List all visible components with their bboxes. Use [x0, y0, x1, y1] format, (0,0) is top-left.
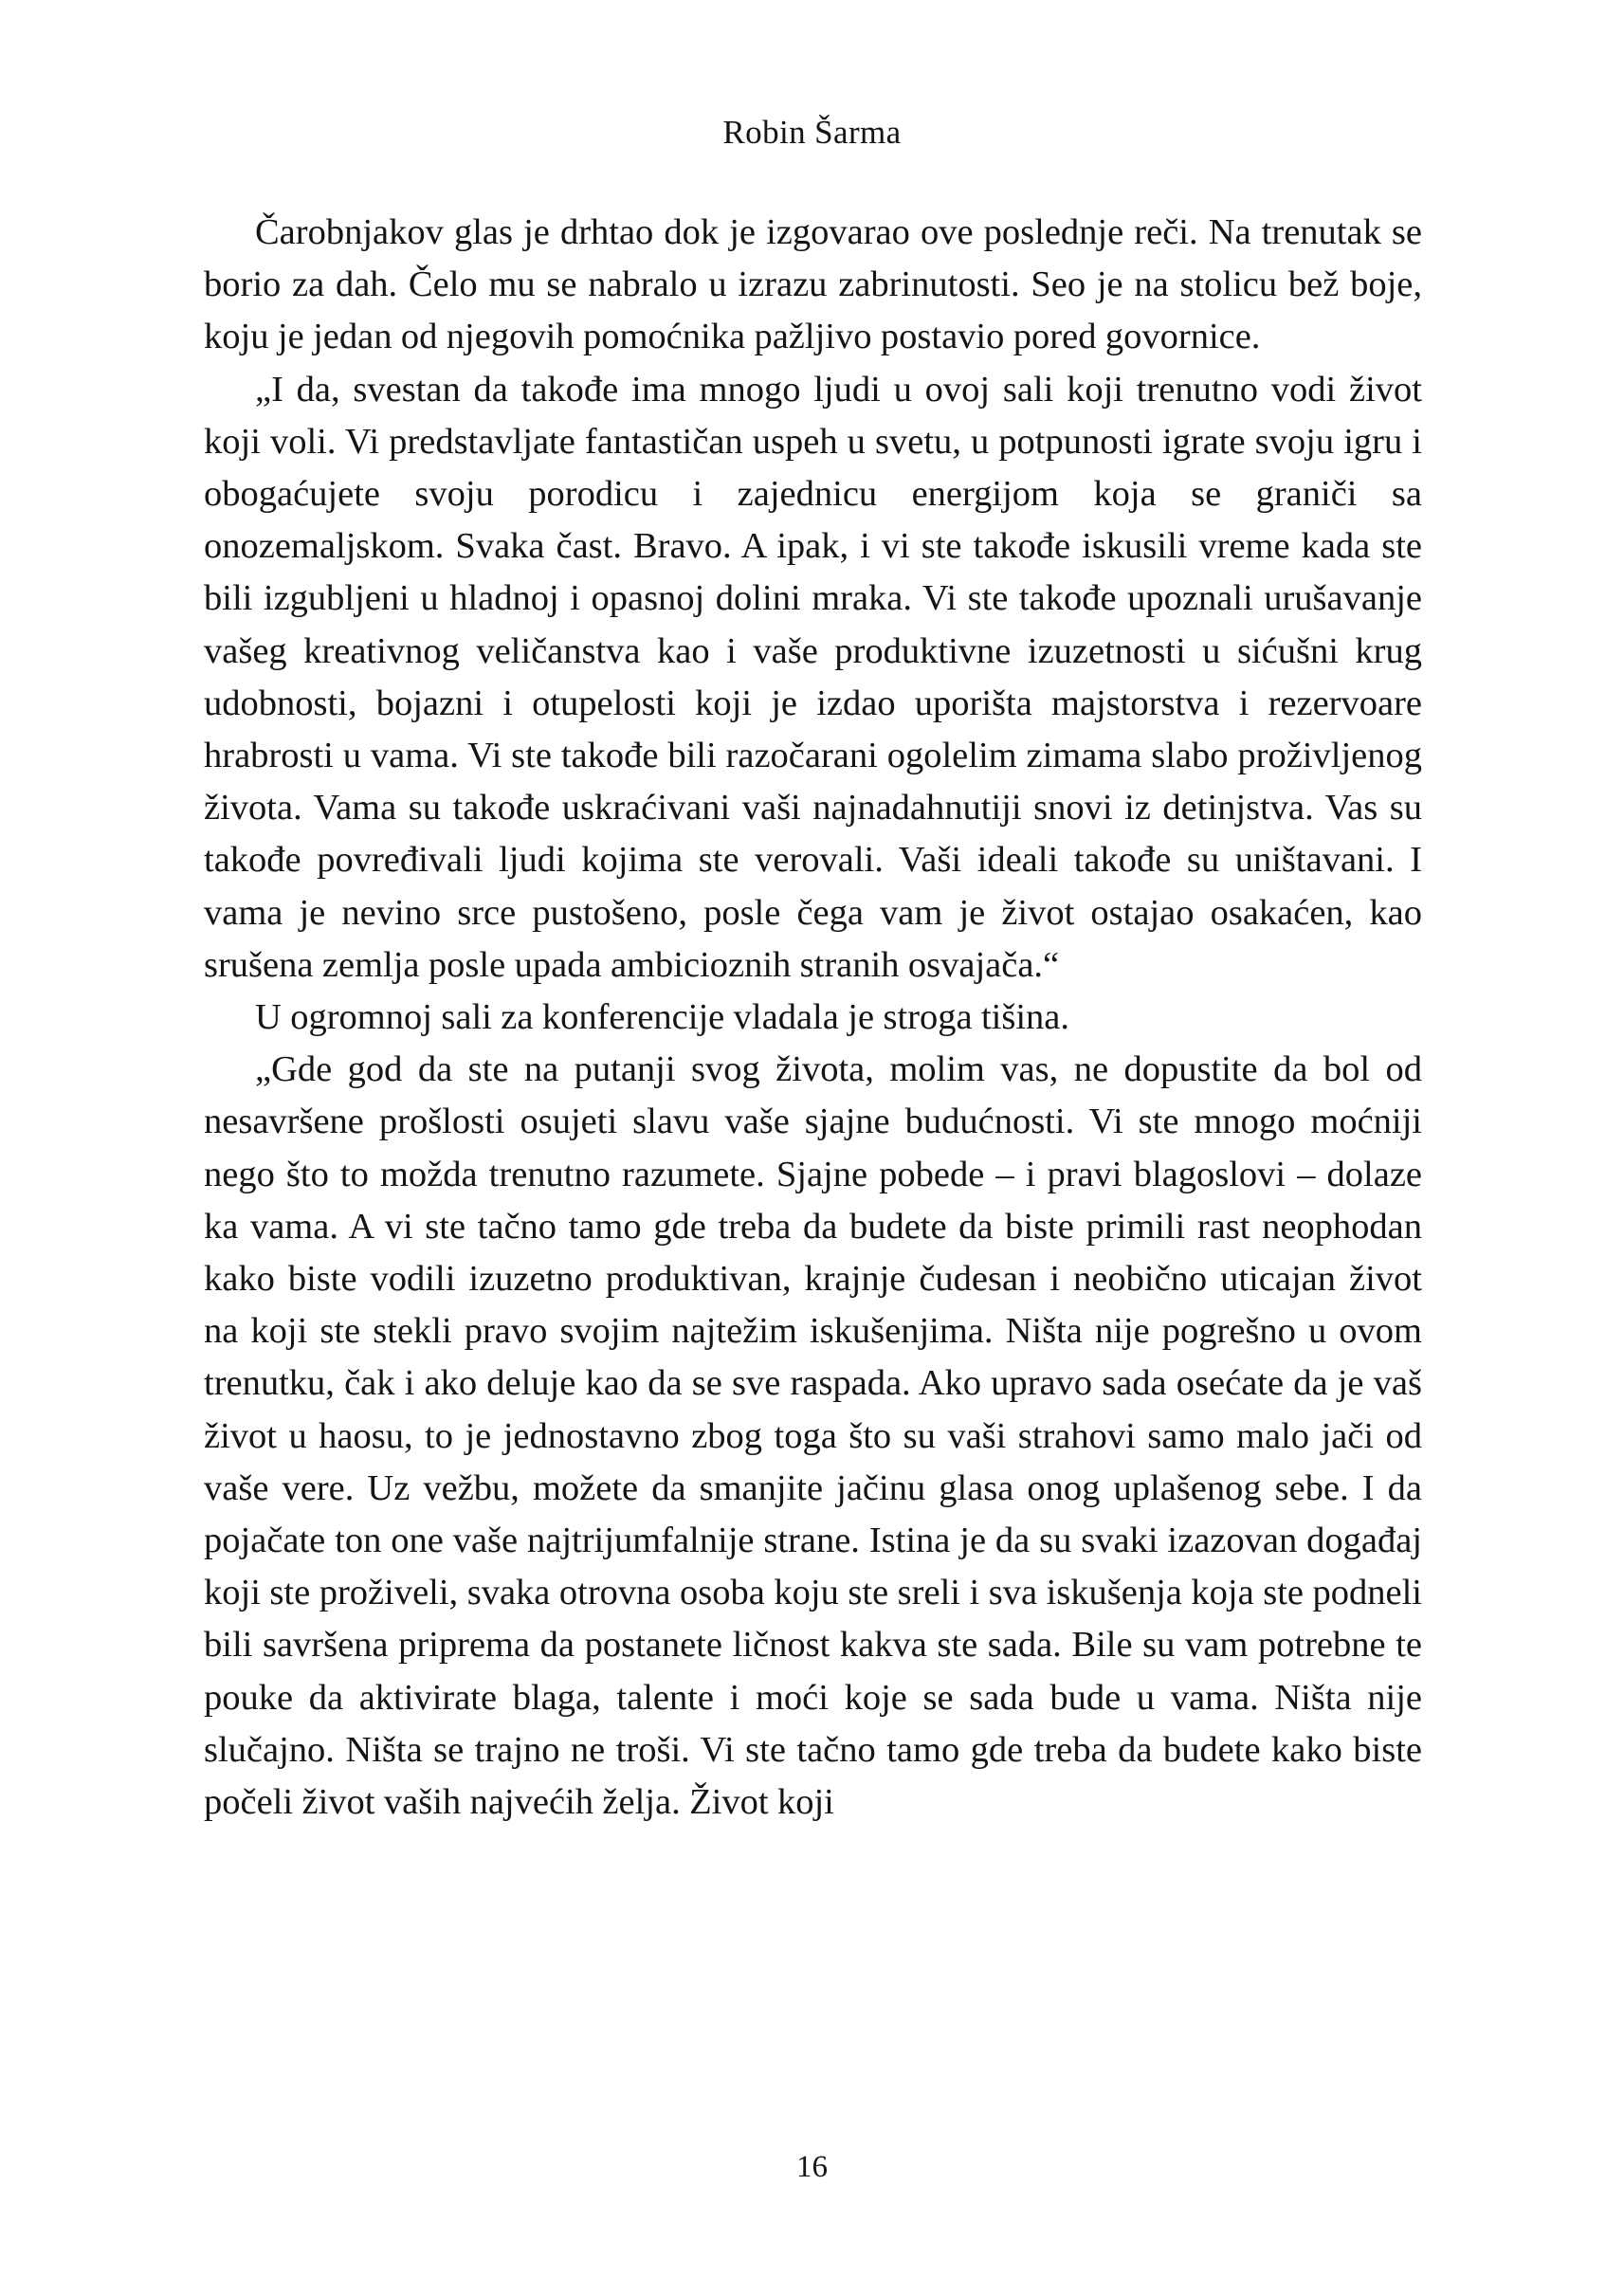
paragraph-2: „I da, svestan da takođe ima mnogo ljudi u ovoj sali koji trenutno vodi život koji voli. Vi predstavljate fantastičan uspeh u svetu, u potpunosti igrate svoju igru i obogaćujete svoju porodicu i zajednicu energijom koja se graniči sa onozemaljskom. Svaka čast. Bravo. A ipak, i vi ste takođe iskusili vreme kada ste bili izgubljeni u hladnoj i opasnoj dolini mraka. Vi ste takođe upoznali urušavanje vašeg kreativnog veličanstva kao i vaše produktivne izuzetnosti u sićušni krug udobnosti, bojazni i otupelosti koji je izdao uporišta majstorstva i rezervoare hrabrosti u vama. Vi ste takođe bili razočarani ogolelim zimama slabo proživljenog života. Vama su takođe uskraćivani vaši najnadahnutiji snovi iz detinjstva. Vas su takođe povređivali ljudi kojima ste verovali. Vaši ideali takođe su uništavani. I vama je nevino srce pustošeno, posle čega vam je život ostajao osakaćen, kao srušena zemlja posle upada ambicioznih stranih osvajača.“: [204, 369, 1422, 985]
body-text-block: [204, 207, 1422, 1829]
paragraph-1: Čarobnjakov glas je drhtao dok je izgovarao ove poslednje reči. Na trenutak se borio za dah. Čelo mu se nabralo u izrazu zabrinutosti. Seo je na stolicu bež boje, koju je jedan od njegovih pomoćnika pažljivo postavio pored govornice.: [204, 212, 1422, 357]
running-head-author: Robin Šarma: [722, 114, 902, 151]
paragraph-4: „Gde god da ste na putanji svog života, molim vas, ne dopustite da bol od nesavršene prošlosti osujeti slavu vaše sjajne budućnosti. Vi ste mnogo moćniji nego što to možda trenutno razumete. Sjajne pobede – i pravi blagoslovi – dolaze ka vama. A vi ste tačno tamo gde treba da budete da biste primili rast neophodan kako biste vodili izuzetno produktivan, krajnje čudesan i neobično uticajan život na koji ste stekli pravo svojim najtežim iskušenjima. Ništa nije pogrešno u ovom trenutku, čak i ako deluje kao da se sve raspada. Ako upravo sada osećate da je vaš život u haosu, to je jednostavno zbog toga što su vaši strahovi samo malo jači od vaše vere. Uz vežbu, možete da smanjite jačinu glasa onog uplašenog sebe. I da pojačate ton one vaše najtrijumfalnije strane. Istina je da su svaki izazovan događaj koji ste proživeli, svaka otrovna osoba koju ste sreli i sva iskušenja koja ste podneli bili savršena priprema da postanete ličnost kakva ste sada. Bile su vam potrebne te pouke da aktivirate blaga, talente i moći koje se sada bude u vama. Ništa nije slučajno. Ništa se trajno ne troši. Vi ste tačno tamo gde treba da budete kako biste počeli život vaših najvećih želja. Život koji: [204, 1049, 1422, 1823]
paragraph-3: U ogromnoj sali za konferencije vladala je stroga tišina.: [255, 997, 1070, 1038]
page-number: 16: [796, 2150, 828, 2184]
